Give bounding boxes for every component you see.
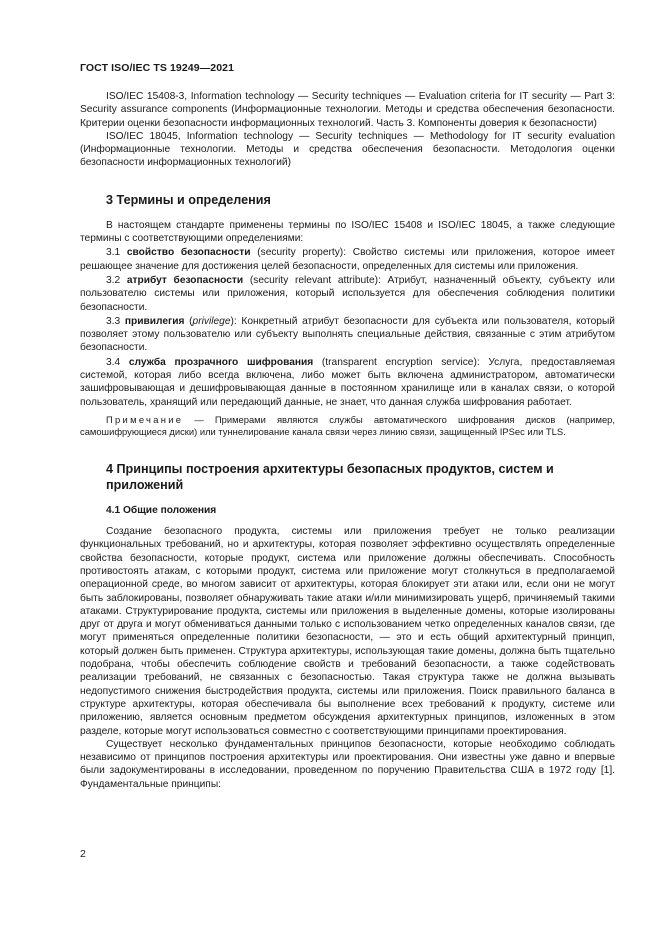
section-3-heading: 3 Термины и определения: [106, 192, 271, 207]
definition-3-2: [80, 274, 615, 314]
definition-term: служба прозрачного шифрования: [128, 356, 314, 368]
definition-term: свойство безопасности: [126, 247, 251, 259]
section-3-intro: В настоящем стандарте применены термины по ISO/IEC 15408 и ISO/IEC 18045, а также следующие термины с соответствующими определениями:: [80, 219, 615, 245]
reference-iso-18045: ISO/IEC 18045, Information technology — Security techniques — Methodology for IT security evaluation (Информационные технологии. Методы и средства обеспечения безопасности. Методология оценки безопасности информационных технологий): [80, 130, 615, 169]
reference-iso-15408-3: ISO/IEC 15408-3, Information technology — Security techniques — Evaluation criteria for IT security — Part 3: Security assurance components (Информационные технологии. Методы и средства обеспечения безопасности. Критерии оценки безопасности информационных технологий. Часть 3. Компоненты доверия к безопасности): [80, 91, 615, 129]
definition-3-3: [80, 315, 615, 355]
definition-3-4: [80, 356, 615, 409]
note-text: — Примерами являются службы автоматического шифрования дисков (например, самошифрующиеся диски) или туннелирование канала связи через линию связи, защищенный IPSec или TLS.: [80, 413, 615, 438]
definition-text: ): Конкретный атрибут безопасности для субъекта или пользователя, который позволяет этому пользователю или субъекту выполнять специальные действия, связанные с этим атрибутом безопасности.: [80, 315, 615, 354]
definition-term: привилегия: [124, 315, 185, 327]
note-label: Примечание: [106, 413, 184, 425]
subsection-4-1-heading: 4.1 Общие положения: [106, 504, 217, 516]
section-4-heading: 4 Принципы построения архитектуры безопасных продуктов, систем и приложений: [106, 461, 554, 492]
running-header: ГОСТ ISO/IEC TS 19249—2021: [80, 62, 235, 74]
paragraph: Создание безопасного продукта, системы или приложения требует не только реализации функциональных требований, но и архитектуры, которая позволяет эффективно осуществлять определенные свойства безопасности, которые продукт, система или приложение должны обеспечивать. Способность противостоять атакам, с которыми продукт, система или приложение могут столкнуться в предполагаемой операционной среде, во многом зависит от архитектуры, которая блокирует эти атаки или, если они не могут быть заблокированы, позволяет обнаруживать такие атаки и/или минимизировать ущерб, причиняемый такими атаками. Структурирование продукта, системы или приложения в выделенные домены, которые изолированы друг от друга и могут обмениваться данными только с использованием четко определенных каналов связи, где могут применяться определенные политики безопасности, — это и есть общий архитектурный принцип, который должен быть применен. Структура архитектуры, использующая такие домены, должна быть тщательно подобрана, чтобы обеспечить соблюдение свойств и требований безопасности, а также содействовать реализации требований, не связанных с безопасностью. Такая структура также не должна вызывать недопустимого снижения быстродействия продукта, системы или приложения. Поиск правильного баланса в структуре архитектуры, которая обеспечивала бы выполнение всех требований к продукту, системе или приложению, является основным предметом обсуждения архитектурных принципов, изложенных в этом разделе, которые могут использоваться совместно с соответствующими принципами проектирования.: [80, 526, 615, 737]
definition-number: 3.2: [106, 274, 127, 286]
definition-english-term: privilege: [192, 315, 231, 327]
definition-number: 3.3: [106, 315, 125, 327]
definition-text: (security property): Свойство системы или приложения, которое имеет решающее значение для достижения целей безопасности, определенных для системы или приложения.: [80, 247, 615, 272]
definition-number: 3.4: [106, 356, 129, 368]
paragraph: Существует несколько фундаментальных принципов безопасности, которые необходимо соблюдать независимо от принципов построения архитектуры или проектирования. Они известны уже давно и впервые были задокументированы в исследовании, проведенном по поручению Правительства США в 1972 году [1]. Фундаментальные принципы:: [80, 738, 615, 790]
definition-text: (security relevant attribute): Атрибут, назначенный объекту, субъекту или пользователю системы или приложения, который используется для обеспечения соблюдения политики безопасности.: [80, 274, 615, 313]
page-body: [80, 90, 615, 791]
definition-term: атрибут безопасности: [126, 274, 244, 286]
note: [80, 414, 615, 439]
page-number: 2: [80, 848, 86, 860]
definition-text: (transparent encryption service): Услуга, предоставляемая системой, которая либо всегда включена, либо может быть включена администратором, автоматически зашифровывающая и дешифровывающая данные в постоянном хранилище или в каналах связи, о которой пользователь, хранящий или передающий данные, не знает, что данная служба шифрования работает.: [80, 356, 615, 408]
definition-number: 3.1: [106, 247, 127, 259]
definition-3-1: [80, 246, 615, 273]
definition-paren: (: [184, 315, 193, 327]
